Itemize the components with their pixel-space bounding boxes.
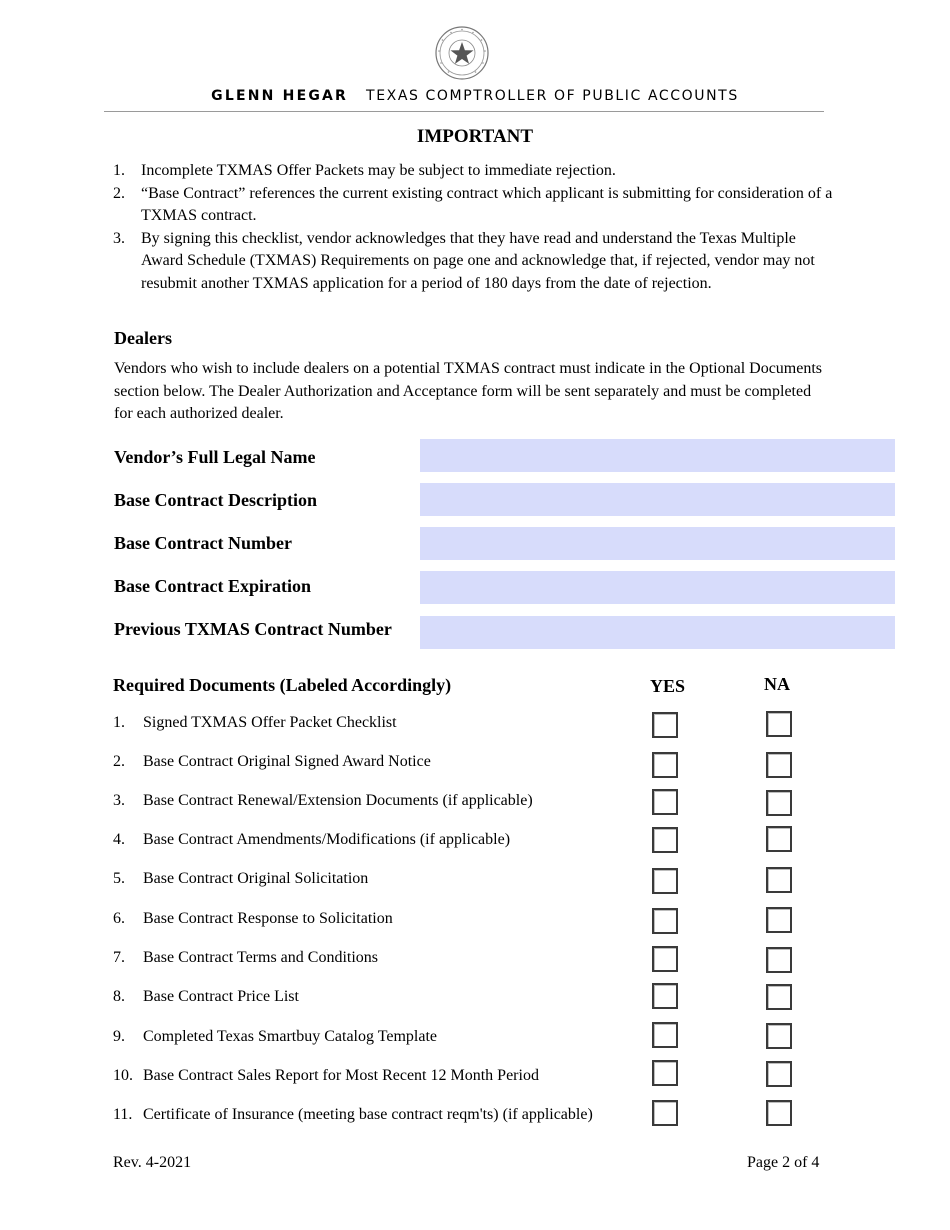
note-text: By signing this checklist, vendor acknowledges that they have read and understand the Texas Multiple Award Schedule (TXMAS) Requirements on page one and acknowledge that, if rejected, vendor may not resubmit another TXMAS application for a period of 180 days from the date of rejection. [141,229,815,292]
note-text: “Base Contract” references the current existing contract which applicant is submitting for consideration of a TXMAS contract. [141,184,833,224]
doc-number: 7. [113,949,125,966]
doc-label: Base Contract Original Signed Award Notice [143,753,431,770]
important-note-3 [113,228,833,296]
doc-number: 4. [113,831,125,848]
previous-txmas-number-label: Previous TXMAS Contract Number [114,619,392,639]
doc-6-na-checkbox[interactable] [766,907,792,933]
base-contract-number-input[interactable] [420,527,895,560]
doc-10-yes-checkbox[interactable] [652,1060,678,1086]
revision-label: Rev. 4-2021 [113,1154,192,1171]
doc-label: Completed Texas Smartbuy Catalog Template [143,1028,437,1045]
note-text: Incomplete TXMAS Offer Packets may be subject to immediate rejection. [141,162,616,179]
important-notes-list [113,160,833,295]
note-number: 2. [113,184,125,202]
doc-1-na-checkbox[interactable] [766,711,792,737]
header-divider [104,111,824,112]
doc-10-na-checkbox[interactable] [766,1061,792,1087]
vendor-legal-name-input[interactable] [420,439,895,472]
dealers-heading: Dealers [114,328,172,348]
doc-3-na-checkbox[interactable] [766,790,792,816]
doc-6-yes-checkbox[interactable] [652,908,678,934]
doc-11-yes-checkbox[interactable] [652,1100,678,1126]
doc-number: 11. [113,1106,133,1123]
doc-label: Base Contract Renewal/Extension Documents (if applicable) [143,792,533,809]
dealers-paragraph: Vendors who wish to include dealers on a potential TXMAS contract must indicate in the Optional Documents section below. The Dealer Authorization and Acceptance form will be sent separately and must be completed for each authorized dealer. [114,360,823,422]
base-contract-description-input[interactable] [420,483,895,516]
page-number: Page 2 of 4 [747,1154,820,1171]
doc-number: 3. [113,792,125,809]
doc-8-na-checkbox[interactable] [766,984,792,1010]
doc-number: 10. [113,1067,133,1084]
note-number: 3. [113,229,125,247]
doc-label: Base Contract Response to Solicitation [143,910,393,927]
doc-number: 8. [113,988,125,1005]
base-contract-expiration-label: Base Contract Expiration [114,576,311,596]
important-heading: IMPORTANT [416,126,534,147]
doc-label: Base Contract Amendments/Modifications (if applicable) [143,831,511,848]
doc-4-yes-checkbox[interactable] [652,827,678,853]
comptroller-seal-icon [435,26,489,80]
doc-label: Base Contract Terms and Conditions [143,949,378,966]
base-contract-description-label: Base Contract Description [114,490,317,510]
doc-11-na-checkbox[interactable] [766,1100,792,1126]
agency-header [0,88,950,108]
doc-number: 5. [113,870,125,887]
na-column-header: NA [764,674,790,694]
doc-5-na-checkbox[interactable] [766,867,792,893]
doc-8-yes-checkbox[interactable] [652,983,678,1009]
doc-label: Signed TXMAS Offer Packet Checklist [143,714,397,731]
doc-label: Base Contract Original Solicitation [143,870,369,887]
previous-txmas-number-input[interactable] [420,616,895,649]
doc-9-na-checkbox[interactable] [766,1023,792,1049]
doc-3-yes-checkbox[interactable] [652,789,678,815]
required-documents-heading: Required Documents (Labeled Accordingly) [113,675,452,695]
note-number: 1. [113,162,125,179]
base-contract-number-label: Base Contract Number [114,533,292,553]
agency-name: TEXAS COMPTROLLER OF PUBLIC ACCOUNTS [366,88,739,104]
doc-number: 1. [113,714,125,731]
yes-column-header: YES [650,676,686,696]
doc-2-na-checkbox[interactable] [766,752,792,778]
important-note-1 [113,160,833,183]
doc-4-na-checkbox[interactable] [766,826,792,852]
important-note-2 [113,183,833,228]
base-contract-expiration-input[interactable] [420,571,895,604]
doc-label: Base Contract Price List [143,988,299,1005]
doc-2-yes-checkbox[interactable] [652,752,678,778]
doc-label: Base Contract Sales Report for Most Recent 12 Month Period [143,1067,539,1084]
doc-1-yes-checkbox[interactable] [652,712,678,738]
doc-7-yes-checkbox[interactable] [652,946,678,972]
doc-5-yes-checkbox[interactable] [652,868,678,894]
doc-number: 2. [113,753,125,770]
doc-9-yes-checkbox[interactable] [652,1022,678,1048]
doc-7-na-checkbox[interactable] [766,947,792,973]
vendor-legal-name-label: Vendor’s Full Legal Name [114,447,316,467]
doc-label: Certificate of Insurance (meeting base contract reqm'ts) (if applicable) [143,1106,593,1123]
doc-number: 9. [113,1028,125,1045]
comptroller-name: GLENN HEGAR [211,88,349,104]
doc-number: 6. [113,910,125,927]
